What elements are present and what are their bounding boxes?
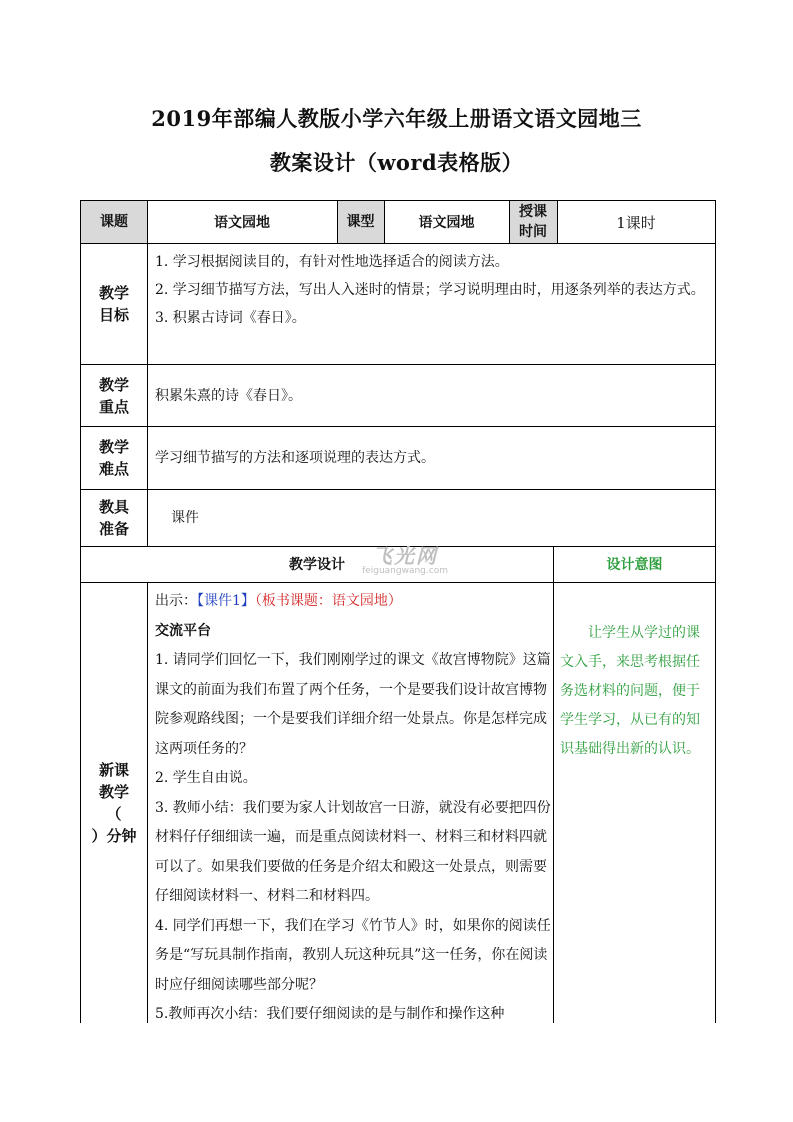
document-title-line-2: 教案设计（word表格版） [269, 150, 524, 175]
topic-value: 语文园地 [214, 215, 270, 231]
materials-label: 教具 准备 [81, 490, 147, 546]
objective-item: 2. 学习细节描写方法，写出人入迷时的情景；学习说明理由时，用逐条列举的表达方式。 [155, 282, 705, 298]
row-divider [81, 243, 715, 244]
objective-item: 1. 学习根据阅读目的，有针对性地选择适合的阅读方法。 [155, 254, 509, 270]
row-divider [81, 546, 715, 547]
time-label: 授课 时间 [509, 201, 557, 243]
exchange-platform-heading: 交流平台 [155, 622, 211, 639]
column-divider [557, 201, 558, 243]
materials-content: 课件 [171, 510, 199, 526]
teaching-design-header: 教学设计 [289, 556, 345, 573]
lesson-paragraph: 4. 同学们再想一下，我们在学习《竹节人》时，如果你的阅读任务是“写玩具制作指南，教别人玩这种玩具”这一任务，你在阅读时应仔细阅读哪些部分呢？ [155, 917, 551, 993]
lesson-paragraph: 3. 教师小结：我们要为家人计划故宫一日游，就没有必要把四份材料仔仔细细读一遍，而是重点阅读材料一、材料三和材料四就可以了。如果我们要做的任务是介绍太和殿这一处景点，则需要仔细阅读材料一、材料二和材料四。 [155, 799, 551, 904]
column-divider [337, 201, 338, 243]
objectives-label: 教学 目标 [81, 244, 147, 364]
column-divider [384, 201, 385, 243]
row-divider [81, 489, 715, 490]
column-divider [553, 546, 554, 1023]
new-lesson-content [147, 583, 553, 1023]
lesson-paragraph: 5.教师再次小结：我们要仔细阅读的是与制作和操作这种 [155, 1006, 505, 1022]
objective-item: 3. 积累古诗词《春日》。 [155, 310, 306, 326]
key-points-content: 积累朱熹的诗《春日》。 [155, 387, 302, 404]
difficulties-content: 学习细节描写的方法和逐项说理的表达方式。 [155, 450, 435, 466]
topic-label: 课题 [81, 201, 147, 243]
key-points-label: 教学 重点 [81, 365, 147, 426]
objectives-content [147, 244, 715, 364]
board-note: （板书课题：语文园地） [254, 593, 402, 609]
row-divider [81, 364, 715, 365]
row-divider [81, 582, 715, 583]
courseware-line: 出示：【课件1】（板书课题：语文园地） [155, 593, 402, 609]
lesson-paragraph: 1. 请同学们回忆一下，我们刚刚学过的课文《故宫博物院》这篇课文的前面为我们布置了两个任务，一个是要我们设计故宫博物院参观路线图；一个是要我们详细介绍一处景点。你是怎样完成这两项任务的？ [155, 652, 551, 757]
document-title-line-1: 2019年部编人教版小学六年级上册语文语文园地三 [151, 106, 642, 131]
difficulties-label: 教学 难点 [81, 427, 147, 489]
column-divider [147, 582, 148, 1023]
lesson-paragraph: 2. 学生自由说。 [155, 770, 257, 786]
courseware-tag: 【课件1】 [197, 593, 255, 609]
design-intent-text: 让学生从学过的课文入手，来思考根据任务选材料的问题，便于学生学习，从已有的知识基础得出新的认识。 [560, 625, 700, 757]
type-value: 语文园地 [418, 215, 475, 231]
type-label: 课型 [337, 201, 384, 243]
watermark-logo: 飞光网 feiguangwang.com [362, 544, 448, 576]
time-value: 1课时 [616, 213, 656, 232]
column-divider [509, 201, 510, 243]
column-divider [147, 201, 148, 546]
row-divider [81, 426, 715, 427]
design-intent-header: 设计意图 [606, 556, 663, 573]
lesson-plan-table [80, 200, 716, 1023]
new-lesson-label: 新课 教学 （ ）分钟 [81, 583, 147, 1023]
